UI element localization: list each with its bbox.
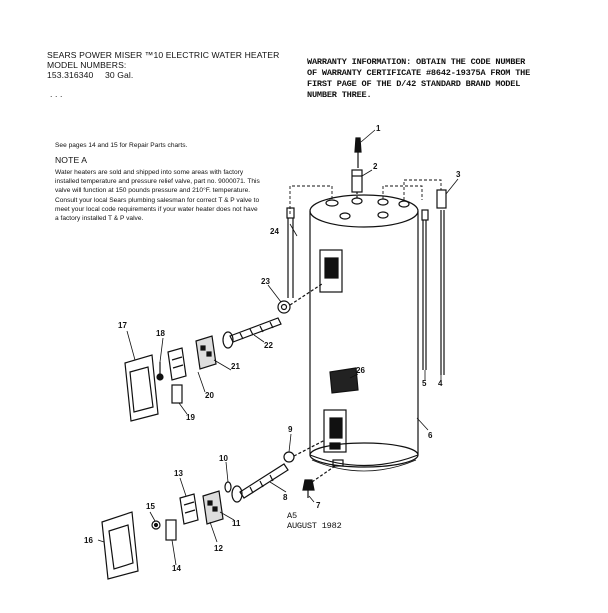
warranty-line-3: FIRST PAGE OF THE D/42 STANDARD BRAND MODEL (307, 79, 521, 89)
gasket-10 (225, 482, 231, 492)
tank-6 (310, 195, 418, 471)
drain-valve-7 (303, 466, 335, 498)
lower-element-8 (232, 464, 288, 502)
warranty-line-1: WARRANTY INFORMATION: OBTAIN THE CODE NUMBER (307, 57, 526, 67)
relief-valve-1 (355, 138, 361, 168)
callout-10: 10 (219, 454, 228, 463)
screw-18 (157, 362, 163, 380)
callout-9: 9 (288, 425, 293, 434)
bracket-13 (180, 494, 198, 524)
lower-thermostat-11 (203, 491, 223, 524)
callout-19: 19 (186, 413, 195, 422)
insulation-19 (172, 385, 182, 403)
fitting-3 (437, 190, 446, 208)
model-numbers-label: MODEL NUMBERS: (47, 60, 127, 70)
callout-4: 4 (438, 379, 443, 388)
repair-parts-reference: See pages 14 and 15 for Repair Parts charts. (55, 142, 188, 149)
callout-26: 26 (356, 366, 365, 375)
callout-14: 14 (172, 564, 181, 573)
callout-6: 6 (428, 431, 433, 440)
note-body: Water heaters are sold and shipped into some areas with factory installed temperature and pressure relief valve, part no. 9000071. This valve will function at 150 pounds pressure and 210°F. temperature. Consult your local Sears plumbing salesman for correct T & P valve to meet your local code requirements if your water heater does not have a factory installed T & P valve. (55, 169, 260, 223)
warranty-line-4: NUMBER THREE. (307, 90, 372, 100)
callout-23: 23 (261, 277, 270, 286)
insulation-14 (166, 520, 176, 540)
gasket-23 (278, 284, 322, 313)
header-dots: . . . (50, 89, 63, 99)
callout-17: 17 (118, 321, 127, 330)
footer-code: A5 (287, 511, 297, 521)
callout-16: 16 (84, 536, 93, 545)
callout-8: 8 (283, 493, 288, 502)
callout-21: 21 (231, 362, 240, 371)
callout-15: 15 (146, 502, 155, 511)
note-heading: NOTE A (55, 155, 88, 165)
callout-13: 13 (174, 469, 183, 478)
callout-20: 20 (205, 391, 214, 400)
callout-18: 18 (156, 329, 165, 338)
anode-rod-24 (287, 208, 294, 298)
callout-2: 2 (373, 162, 378, 171)
upper-cover-17 (125, 355, 158, 421)
bracket-20 (168, 348, 186, 380)
callout-5: 5 (422, 379, 427, 388)
warranty-line-2: OF WARRANTY CERTIFICATE #8642-19375A FROM THE (307, 68, 531, 78)
dip-tube-5 (422, 210, 428, 370)
upper-thermostat-21 (196, 336, 216, 369)
lower-cover-16 (102, 512, 138, 579)
callout-1: 1 (376, 124, 381, 133)
screw-15 (152, 521, 160, 529)
dip-tube-4 (441, 210, 444, 375)
model-number: 153.316340 (47, 70, 94, 80)
callout-12: 12 (214, 544, 223, 553)
callout-24: 24 (270, 227, 279, 236)
callout-7: 7 (316, 501, 321, 510)
capacity: 30 Gal. (105, 70, 134, 80)
callout-11: 11 (232, 519, 241, 528)
diagram-title: SEARS POWER MISER ™10 ELECTRIC WATER HEATER (47, 50, 280, 60)
callout-3: 3 (456, 170, 461, 179)
callout-22: 22 (264, 341, 273, 350)
footer-date: AUGUST 1982 (287, 521, 342, 531)
